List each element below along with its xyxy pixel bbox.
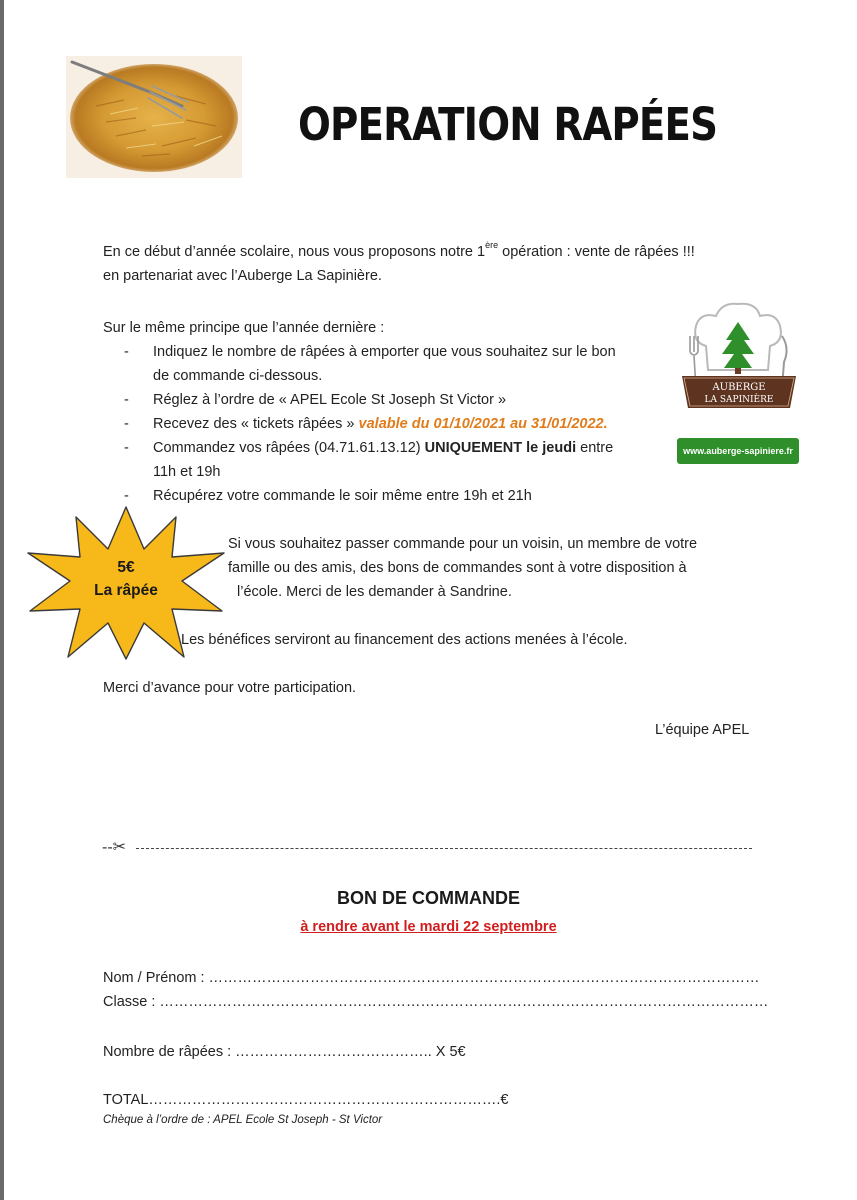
rapee-photo bbox=[66, 56, 242, 178]
validity-dates: valable du 01/10/2021 au 31/01/2022. bbox=[358, 416, 608, 432]
list-item: - Récupérez votre commande le soir même entre 19h et 21h bbox=[124, 484, 664, 508]
merci-text: Merci d’avance pour votre participation. bbox=[103, 680, 357, 696]
intro-line-2: en partenariat avec l’Auberge La Sapinière. bbox=[103, 268, 382, 284]
jeudi-emphasis: UNIQUEMENT le jeudi bbox=[424, 440, 577, 456]
classe-field[interactable]: Classe : ……………………………………………………………………………………………………………… bbox=[103, 994, 769, 1010]
instruction-list bbox=[124, 340, 664, 508]
list-item: - Recevez des « tickets râpées » valable du 01/10/2021 au 31/01/2022. bbox=[124, 412, 664, 436]
list-item: - Commandez vos râpées (04.71.61.13.12) UNIQUEMENT le jeudi entre 11h et 19h bbox=[124, 436, 664, 484]
cheque-note: Chèque à l’ordre de : APEL Ecole St Joseph - St Victor bbox=[103, 1114, 383, 1126]
scissors-icon: --✂ bbox=[102, 839, 127, 856]
page-left-edge bbox=[0, 0, 4, 1200]
list-dash: - bbox=[124, 344, 129, 360]
logo-line-1: AUBERGE bbox=[712, 382, 766, 393]
nom-prenom-field[interactable]: Nom / Prénom : …………………………………………………………………………………………………… bbox=[103, 970, 760, 986]
page-title: OPERATION RAPÉES bbox=[298, 98, 718, 151]
price-amount: 5€ bbox=[117, 559, 135, 576]
benefices-text: Les bénéfices serviront au financement des actions menées à l’école. bbox=[181, 632, 628, 648]
total-field[interactable]: TOTAL……………………………………………………………….€ bbox=[103, 1092, 509, 1108]
signature: L’équipe APEL bbox=[655, 722, 750, 738]
cut-dashed-line bbox=[136, 848, 752, 849]
list-item: - Réglez à l’ordre de « APEL Ecole St Joseph St Victor » bbox=[124, 388, 664, 412]
logo-line-2: LA SAPINIÈRE bbox=[704, 395, 774, 405]
voisin-line-2: famille ou des amis, des bons de commandes sont à votre disposition à bbox=[228, 560, 687, 576]
list-dash: - bbox=[124, 416, 129, 432]
superscript-ere: ère bbox=[485, 240, 499, 251]
price-unit: La râpée bbox=[94, 582, 158, 599]
order-form-title: BON DE COMMANDE bbox=[337, 888, 520, 908]
price-label bbox=[76, 556, 176, 602]
list-item: - Indiquez le nombre de râpées à emporter que vous souhaitez sur le bon de commande ci-dessous. bbox=[124, 340, 664, 388]
list-dash: - bbox=[124, 440, 129, 456]
voisin-line-3: l’école. Merci de les demander à Sandrine. bbox=[237, 584, 512, 600]
list-dash: - bbox=[124, 488, 129, 504]
voisin-line-1: Si vous souhaitez passer commande pour un voisin, un membre de votre bbox=[228, 536, 698, 552]
auberge-logo bbox=[678, 296, 800, 416]
order-deadline: à rendre avant le mardi 22 septembre bbox=[300, 919, 557, 935]
principe-text: Sur le même principe que l’année dernière : bbox=[103, 320, 385, 336]
nombre-rapees-field[interactable]: Nombre de râpées : ………………………………….. X 5€ bbox=[103, 1044, 466, 1060]
list-dash: - bbox=[124, 392, 129, 408]
website-badge[interactable]: www.auberge-sapiniere.fr bbox=[677, 438, 799, 464]
intro-line-1: En ce début d’année scolaire, nous vous proposons notre 1ère opération : vente de râpées !!! bbox=[103, 240, 695, 260]
